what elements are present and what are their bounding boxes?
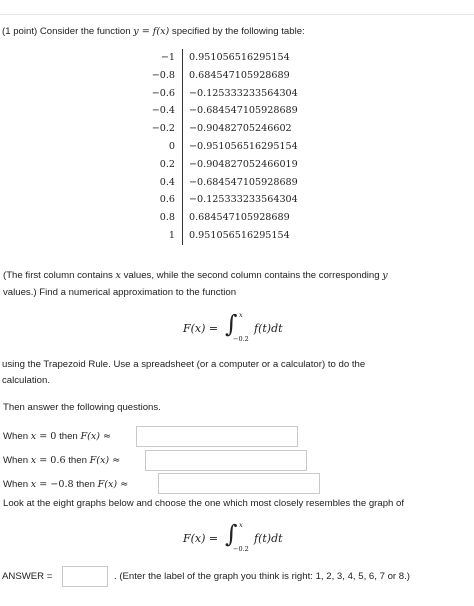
answer-field-x06[interactable] — [146, 451, 306, 470]
q2-val: 0.6 — [50, 455, 66, 466]
answer-intro: Then answer the following questions. — [3, 402, 161, 413]
table-row — [146, 120, 298, 138]
table-cell-x: 0.6 — [146, 191, 183, 209]
table-row — [146, 49, 298, 67]
answer-input-xm08[interactable] — [158, 473, 320, 494]
q2-eq: = — [36, 455, 51, 466]
note-line-2: values.) Find a numerical approximation to the function — [3, 287, 237, 298]
table-row — [146, 227, 298, 245]
integral2-upper-limit: x — [239, 521, 243, 529]
q2-mid: then — [68, 455, 87, 466]
table-row — [146, 209, 298, 227]
table-cell-x: 0.2 — [146, 156, 183, 174]
table-cell-y: 0.684547105928689 — [189, 69, 290, 81]
header-tail: specified by the following table: — [171, 26, 305, 37]
q3-var: x — [30, 479, 37, 490]
table-cell-x: 0.4 — [146, 174, 183, 192]
header-eq-f: f — [152, 26, 157, 37]
function-table — [146, 49, 298, 245]
method-line-1: using the Trapezoid Rule. Use a spreadsheet (or a computer or a calculator) to do the — [2, 359, 366, 370]
table-cell-y: −0.125333233564304 — [189, 194, 298, 206]
note-text-a: (The first column contains — [3, 270, 113, 281]
top-border — [0, 0, 474, 15]
answer-label: ANSWER = — [2, 571, 53, 582]
note-text-b: values, while the second column contains the corresponding — [123, 270, 380, 281]
q2-fx: F(x) ≈ — [89, 455, 121, 466]
table-cell-y: −0.684547105928689 — [189, 176, 298, 188]
answer-graph-field[interactable] — [63, 567, 107, 586]
table-cell-y: 0.951056516295154 — [189, 229, 290, 241]
table-row — [146, 85, 298, 103]
header-eq-arg: (x) — [156, 26, 170, 37]
table-cell-x: 0.8 — [146, 209, 183, 227]
question-3 — [3, 478, 128, 491]
table-cell-x: 1 — [146, 227, 183, 245]
table-cell-y: 0.684547105928689 — [189, 212, 290, 224]
question-2 — [3, 454, 120, 467]
points-label: (1 point) — [2, 26, 38, 37]
formula-integrand: f(t)dt — [254, 322, 283, 335]
answer-graph-input[interactable] — [62, 566, 108, 587]
formula2-integrand: f(t)dt — [254, 532, 283, 545]
header-eq-y: y — [133, 26, 139, 37]
answer-input-x06[interactable] — [145, 450, 307, 471]
table-cell-y: −0.951056516295154 — [189, 140, 298, 152]
table-row — [146, 174, 298, 192]
table-row — [146, 102, 298, 120]
note-var-x: x — [115, 270, 121, 281]
integral-sign-2: ∫ — [225, 520, 238, 548]
table-row — [146, 191, 298, 209]
q1-val: 0 — [50, 431, 57, 442]
q1-pre: When — [3, 431, 29, 442]
table-row — [146, 156, 298, 174]
q1-var: x — [30, 431, 37, 442]
table-cell-y: −0.125333233564304 — [189, 87, 298, 99]
q3-fx: F(x) ≈ — [97, 479, 129, 490]
question-1 — [3, 430, 111, 443]
table-cell-x: −0.6 — [146, 85, 183, 103]
table-cell-y: −0.684547105928689 — [189, 105, 298, 117]
table-row — [146, 138, 298, 156]
integral2-lower-limit: −0.2 — [233, 545, 249, 553]
q3-val: −0.8 — [50, 479, 74, 490]
integral-formula-1 — [183, 312, 303, 348]
table-cell-y: −0.904827052466019 — [189, 158, 298, 170]
table-cell-x: −0.8 — [146, 67, 183, 85]
header-eq-sign: = — [138, 26, 153, 37]
table-cell-x: −0.2 — [146, 120, 183, 138]
formula-lhs: F(x) = — [183, 322, 219, 335]
answer-hint: . (Enter the label of the graph you think is right: 1, 2, 3, 4, 5, 6, 7 or 8.) — [114, 571, 410, 582]
table-row — [146, 67, 298, 85]
answer-input-x0[interactable] — [136, 426, 298, 447]
note-var-y: y — [382, 270, 388, 281]
q3-eq: = — [36, 479, 51, 490]
q2-pre: When — [3, 455, 29, 466]
table-cell-x: 0 — [146, 138, 183, 156]
q3-pre: When — [3, 479, 29, 490]
integral-lower-limit: −0.2 — [233, 335, 249, 343]
header-lead: Consider the function — [39, 26, 131, 37]
integral-formula-2 — [183, 522, 303, 558]
q1-mid: then — [59, 431, 78, 442]
method-line-2: calculation. — [2, 375, 50, 386]
q3-mid: then — [76, 479, 95, 490]
formula2-lhs: F(x) = — [183, 532, 219, 545]
q2-var: x — [30, 455, 37, 466]
table-cell-x: −0.4 — [146, 102, 183, 120]
answer-field-x0[interactable] — [137, 427, 297, 446]
answer-field-xm08[interactable] — [159, 474, 319, 493]
note-line-1 — [3, 269, 388, 282]
integral-sign: ∫ — [225, 310, 238, 338]
problem-header — [2, 25, 305, 38]
table-cell-y: 0.951056516295154 — [189, 52, 290, 63]
integral-upper-limit: x — [239, 311, 243, 319]
graphs-prompt: Look at the eight graphs below and choose the one which most closely resembles the graph of — [3, 498, 405, 509]
q1-eq: = — [36, 431, 51, 442]
q1-fx: F(x) ≈ — [80, 431, 112, 442]
table-cell-x: −1 — [146, 49, 183, 67]
table-cell-y: −0.90482705246602 — [189, 123, 292, 135]
